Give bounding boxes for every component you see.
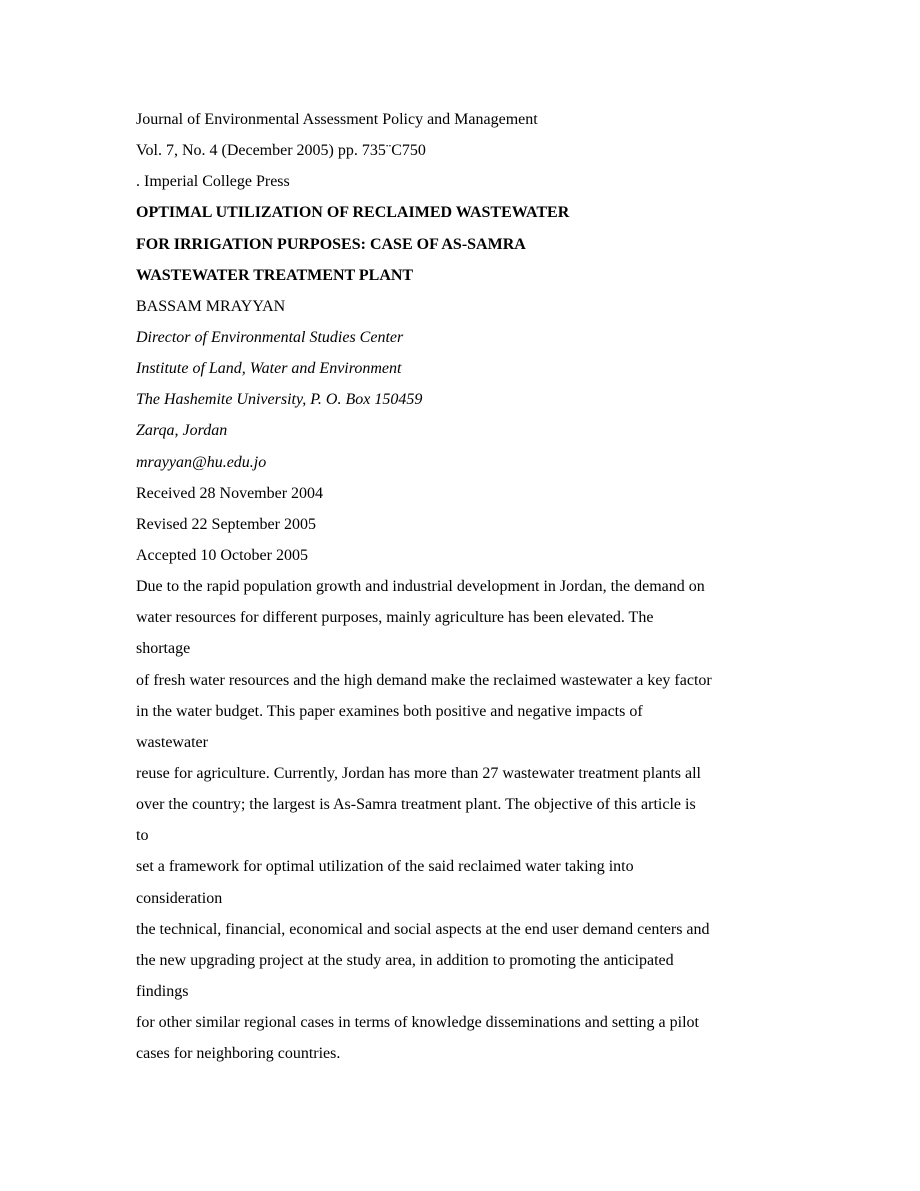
affiliation-location: Zarqa, Jordan (136, 422, 228, 440)
abstract-line: for other similar regional cases in terms of knowledge disseminations and setting a pilot (136, 1014, 699, 1032)
abstract-line: wastewater (136, 733, 208, 751)
volume-info: Vol. 7, No. 4 (December 2005) pp. 735¨C750 (136, 142, 426, 160)
author-name: BASSAM MRAYYAN (136, 297, 286, 315)
date-revised: Revised 22 September 2005 (136, 515, 316, 533)
title-line-2: FOR IRRIGATION PURPOSES: CASE OF AS-SAMRA (136, 235, 526, 253)
abstract-line: in the water budget. This paper examines both positive and negative impacts of (136, 702, 643, 720)
affiliation-institute: Institute of Land, Water and Environment (136, 360, 402, 378)
affiliation-position: Director of Environmental Studies Center (136, 328, 404, 346)
abstract-line: shortage (136, 640, 191, 658)
abstract-line: the technical, financial, economical and social aspects at the end user demand centers and (136, 920, 710, 938)
abstract-line: consideration (136, 889, 223, 907)
abstract-line: findings (136, 982, 189, 1000)
publisher: . Imperial College Press (136, 173, 290, 191)
abstract-line: to (136, 827, 149, 845)
abstract-line: water resources for different purposes, mainly agriculture has been elevated. The (136, 609, 654, 627)
date-accepted: Accepted 10 October 2005 (136, 546, 308, 564)
abstract-line: the new upgrading project at the study area, in addition to promoting the anticipated (136, 951, 674, 969)
abstract-line: set a framework for optimal utilization of the said reclaimed water taking into (136, 858, 634, 876)
abstract-line: Due to the rapid population growth and industrial development in Jordan, the demand on (136, 578, 705, 596)
title-line-1: OPTIMAL UTILIZATION OF RECLAIMED WASTEWATER (136, 204, 570, 222)
document-page (136, 108, 826, 1073)
abstract-line: of fresh water resources and the high demand make the reclaimed wastewater a key factor (136, 671, 712, 689)
abstract (136, 575, 826, 1073)
affiliation-university: The Hashemite University, P. O. Box 150459 (136, 391, 423, 409)
date-received: Received 28 November 2004 (136, 484, 324, 502)
journal-name: Journal of Environmental Assessment Policy and Management (136, 111, 538, 128)
abstract-line: cases for neighboring countries. (136, 1045, 341, 1063)
abstract-line: over the country; the largest is As-Samra treatment plant. The objective of this article is (136, 796, 696, 814)
title-line-3: WASTEWATER TREATMENT PLANT (136, 266, 414, 284)
author-email: mrayyan@hu.edu.jo (136, 453, 267, 471)
abstract-line: reuse for agriculture. Currently, Jordan has more than 27 wastewater treatment plants all (136, 764, 701, 782)
